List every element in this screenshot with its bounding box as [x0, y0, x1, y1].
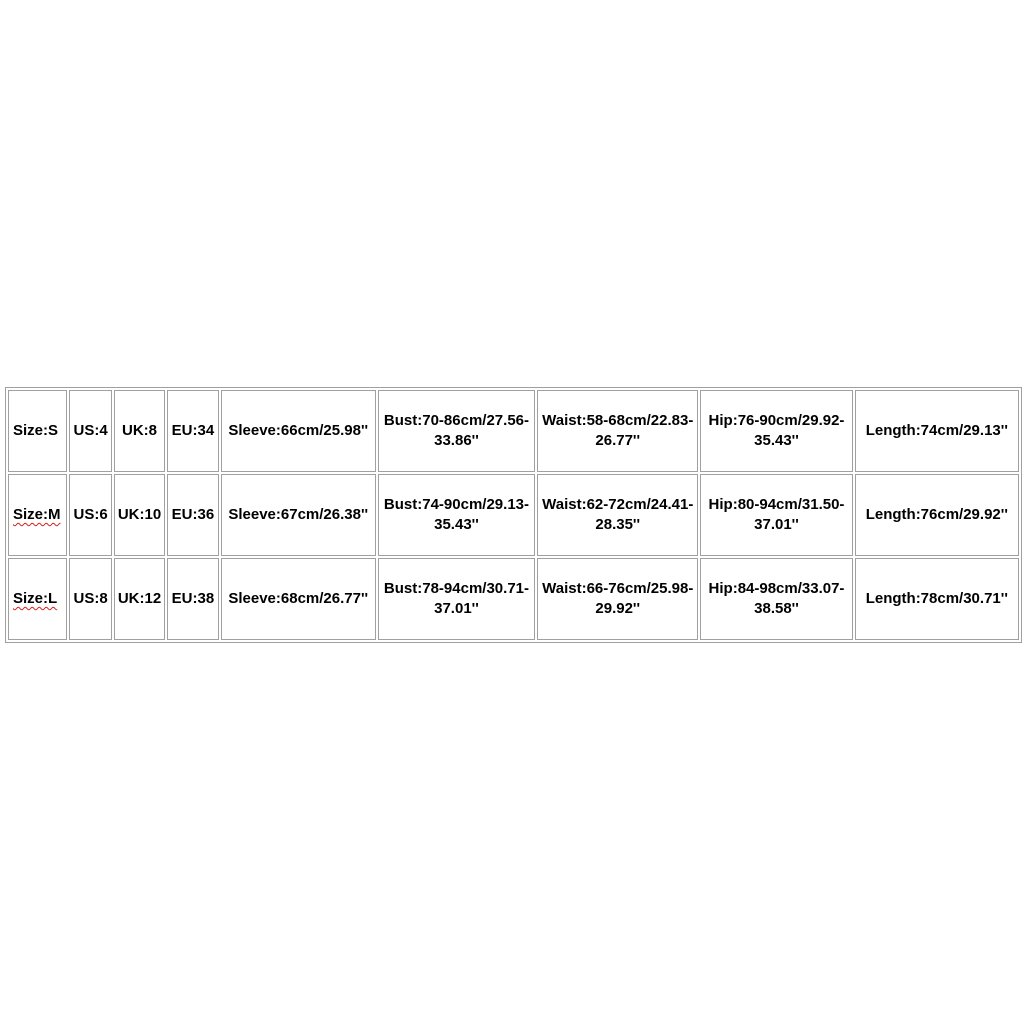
sleeve-cell: Sleeve:66cm/25.98''	[221, 390, 376, 472]
bust-cell: Bust:78-94cm/30.71-37.01''	[378, 558, 535, 640]
size-cell	[8, 474, 67, 556]
eu-size-cell: EU:36	[167, 474, 218, 556]
size-label: Size:M	[13, 506, 61, 523]
uk-size-cell: UK:8	[114, 390, 165, 472]
size-chart-table	[5, 387, 1022, 643]
hip-cell: Hip:84-98cm/33.07-38.58''	[700, 558, 852, 640]
waist-cell: Waist:62-72cm/24.41-28.35''	[537, 474, 698, 556]
us-size-cell: US:4	[69, 390, 111, 472]
length-cell: Length:76cm/29.92''	[855, 474, 1019, 556]
sleeve-cell: Sleeve:67cm/26.38''	[221, 474, 376, 556]
bust-cell: Bust:74-90cm/29.13-35.43''	[378, 474, 535, 556]
bust-cell: Bust:70-86cm/27.56-33.86''	[378, 390, 535, 472]
us-size-cell: US:6	[69, 474, 111, 556]
eu-size-cell: EU:38	[167, 558, 218, 640]
table-row-size-m	[8, 474, 1019, 556]
table-row-size-l	[8, 558, 1019, 640]
length-cell: Length:74cm/29.13''	[855, 390, 1019, 472]
uk-size-cell: UK:12	[114, 558, 165, 640]
hip-cell: Hip:76-90cm/29.92-35.43''	[700, 390, 852, 472]
waist-cell: Waist:58-68cm/22.83-26.77''	[537, 390, 698, 472]
uk-size-cell: UK:10	[114, 474, 165, 556]
waist-cell: Waist:66-76cm/25.98-29.92''	[537, 558, 698, 640]
size-cell: Size:S	[8, 390, 67, 472]
table-row-size-s	[8, 390, 1019, 472]
eu-size-cell: EU:34	[167, 390, 218, 472]
length-cell: Length:78cm/30.71''	[855, 558, 1019, 640]
size-cell	[8, 558, 67, 640]
hip-cell: Hip:80-94cm/31.50-37.01''	[700, 474, 852, 556]
us-size-cell: US:8	[69, 558, 111, 640]
size-label: Size:L	[13, 590, 58, 607]
sleeve-cell: Sleeve:68cm/26.77''	[221, 558, 376, 640]
